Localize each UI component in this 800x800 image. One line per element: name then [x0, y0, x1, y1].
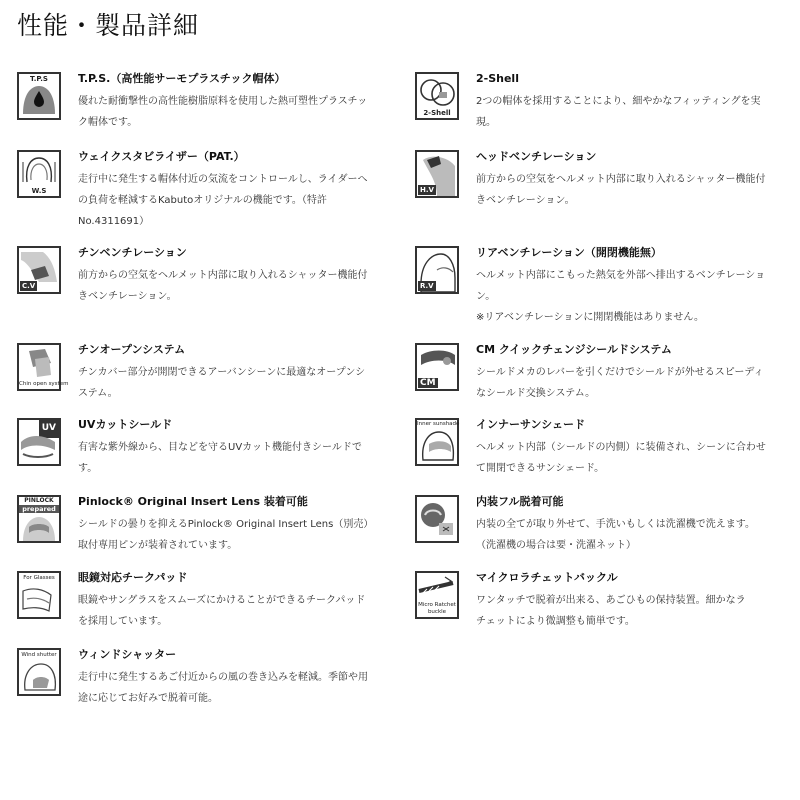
icon-label: buckle — [427, 609, 447, 615]
icon-label: W.S — [31, 187, 47, 195]
feature-description: 優れた耐衝撃性の高性能樹脂原料を使用した熱可塑性プラスチッ ク帽体です。 — [78, 96, 368, 128]
feature-title: Pinlock® Original Insert Lens 装着可能 — [78, 495, 308, 508]
quick-change-shield-icon — [415, 343, 459, 391]
icon-label: C.V — [22, 282, 36, 290]
feature-description: 走行中に発生するあご付近からの風の巻き込みを軽減。季節や用 途に応じてお好みで脱着可能。 — [78, 672, 368, 704]
feature-title: 眼鏡対応チークパッド — [78, 571, 188, 584]
feature-title: インナーサンシェード — [476, 418, 585, 431]
icon-label: R.V — [420, 282, 434, 290]
feature-description: 前方からの空気をヘルメット内部に取り入れるシャッター機能付 きベンチレーション。 — [476, 174, 766, 206]
icon-label: PINLOCK — [24, 497, 54, 504]
glasses-cheek-pad-icon — [17, 571, 61, 619]
icon-label: 2-Shell — [423, 109, 451, 117]
head-vent-icon — [415, 150, 459, 198]
feature-description: 有害な紫外線から、目などを守るUVカット機能付きシールドで す。 — [78, 442, 362, 474]
two-shell-icon — [415, 72, 459, 120]
feature-description: シールドメカのレバーを引くだけでシールドが外せるスピーディ なシールド交換システム。 — [476, 367, 764, 399]
chin-vent-icon — [17, 246, 61, 294]
feature-title: CM クイックチェンジシールドシステム — [476, 343, 672, 356]
icon-label: Chin open system — [19, 381, 69, 387]
feature-title: チンオープンシステム — [78, 343, 186, 356]
feature-description: 2つの帽体を採用することにより、細やかなフィッティングを実 現。 — [476, 96, 761, 128]
micro-ratchet-buckle-icon — [415, 571, 459, 619]
wake-stabilizer-icon — [17, 150, 61, 198]
feature-description: 前方からの空気をヘルメット内部に取り入れるシャッター機能付 きベンチレーション。 — [78, 270, 368, 302]
icon-label: H.V — [420, 186, 434, 194]
icon-label: prepared — [19, 505, 59, 513]
inner-sunshade-icon — [415, 418, 459, 466]
removable-liner-icon — [415, 495, 459, 543]
feature-title: ウィンドシャッター — [78, 648, 177, 661]
feature-description: 眼鏡やサングラスをスムーズにかけることができるチークパッド を採用しています。 — [78, 595, 366, 627]
chin-open-icon — [17, 343, 69, 391]
icon-label: Inner sunshade — [417, 421, 460, 427]
feature-title: 内装フル脱着可能 — [476, 495, 564, 508]
feature-description: 走行中に発生する帽体付近の気流をコントロールし、ライダーへ の負荷を軽減するKabutoオリジナルの機能です。（特許 No.4311691） — [78, 174, 368, 227]
feature-title: UVカットシールド — [78, 418, 173, 431]
feature-description: 内装の全てが取り外せて、手洗いもしくは洗濯機で洗えます。 （洗濯機の場合は要・洗濯ネット） — [476, 519, 755, 551]
feature-title: T.P.S.（高性能サーモプラスチック帽体） — [78, 72, 286, 85]
feature-title: マイクロラチェットバックル — [476, 571, 618, 584]
icon-label: Micro Ratchet — [418, 602, 456, 608]
icon-label: T.P.S — [30, 75, 48, 83]
feature-title: ヘッドベンチレーション — [476, 150, 597, 163]
rear-vent-icon — [415, 246, 459, 294]
pinlock-icon — [17, 495, 61, 543]
icon-label: CM — [420, 378, 436, 388]
shell-material-icon — [17, 72, 61, 120]
feature-description: ヘルメット内部（シールドの内側）に装備され、シーンに合わせ て開閉できるサンシェード。 — [476, 442, 766, 474]
feature-description: シールドの曇りを抑えるPinlock® Original Insert Lens（別売） 取付専用ピンが装着されています。 — [78, 519, 374, 551]
feature-title: ウェイクスタビライザー（PAT.） — [78, 150, 245, 163]
feature-title: チンベンチレーション — [78, 246, 187, 259]
uv-cut-icon — [17, 418, 61, 466]
icon-label: UV — [41, 423, 56, 433]
icon-label: Wind shutter — [21, 652, 57, 658]
wind-shutter-icon — [17, 648, 61, 696]
icon-label: For Glasses — [23, 575, 55, 581]
feature-description: ワンタッチで脱着が出来る、あごひもの保持装置。細かなラ チェットにより微調整も簡単です。 — [476, 595, 746, 627]
feature-title: 2-Shell — [476, 72, 519, 85]
page-title: 性能・製品詳細 — [17, 11, 200, 40]
feature-title: リアベンチレーション（開閉機能無） — [476, 246, 662, 259]
feature-description: チンカバー部分が開閉できるアーバンシーンに最適なオープンシ ステム。 — [78, 367, 366, 399]
feature-description: ヘルメット内部にこもった熱気を外部へ排出するベンチレーショ ン。 ※リアベンチレーションに開閉機能はありません。 — [476, 270, 766, 323]
